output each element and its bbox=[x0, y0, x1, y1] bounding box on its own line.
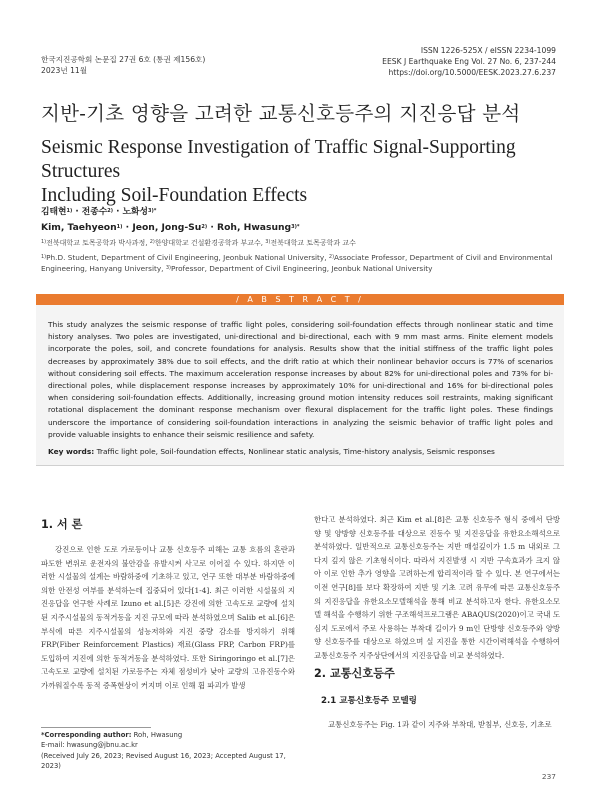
journal-name-ko: 한국지진공학회 논문집 27권 6호 (통권 제156호) bbox=[41, 55, 206, 64]
section-1-text: 강진으로 인한 도로 가로등이나 교통 신호등주 피해는 교통 흐름의 혼란과 파도한 변위로 운전자의 불안감을 유발시켜 사고로 이어질 수 있다. 하지만 이러한 시설물의 설계는 바람하중에 기초하고 있고, 연구 또한 대부분 바람하중에 의한 안전성 여부를 분석하는데 집중되어 있다[1-4]. 최근 이러한 시설물의 지진응답을 연구한 사례로 Izuno et al.[5]은 강진에 의한 고속도로 교량에 설치된 지주시설물의 동적거동을 지진 규모에 따라 분석하였으며 Salib et al.[6]은 부식에 따른 지주시설물의 성능저하와 지진 중량 감소를 방지하기 위해 FRP(Fiber Reinforcement Plastics) 재료(Glass FRP, Carbon FRP)를 도입하여 지진에 의한 동적거동을 분석하였다. 또한 Siringoringo et al.[7]은 고속도로 교량에 설치된 가로등주는 자체 점성비가 낮아 교량의 고유진동수와 가까워질수록 동적 증폭현상이 커지며 이로 인해 휨 파괴가 발생 bbox=[41, 545, 295, 690]
subsection-2-1-text: 교통신호등주는 Fig. 1과 같이 지주와 부착대, 받침부, 신호등, 기초로 bbox=[328, 720, 552, 729]
journal-header-right bbox=[382, 45, 556, 78]
section-2-heading: 2. 교통신호등주 bbox=[314, 667, 395, 680]
page-number: 237 bbox=[541, 772, 556, 781]
author-ko-2: 전종수 bbox=[81, 207, 108, 217]
corresponding-author: *Corresponding author: Roh, Hwasung bbox=[41, 731, 183, 739]
section-1-heading: 1. 서 론 bbox=[41, 518, 83, 531]
authors-english: Kim, Taehyeon$^{1)}$ · Jeon, Jong-Su$^{2)}$ · Roh, Hwasung$^{3)*}$ bbox=[41, 222, 300, 233]
title-korean: 지반-기초 영향을 고려한 교통신호등주의 지진응답 분석 bbox=[41, 102, 521, 125]
author-ko-1: 김태현 bbox=[41, 207, 67, 217]
abstract-label-bar: / A B S T R A C T / bbox=[36, 294, 564, 305]
keywords-list: Traffic light pole, Soil-foundation effects, Nonlinear static analysis, Time-history analysis, Seismic responses bbox=[96, 447, 495, 456]
journal-name-en: EESK J Earthquake Eng Vol. 27 No. 6, 237-244 bbox=[382, 57, 556, 66]
author-email[interactable]: E-mail: hwasung@jbnu.ac.kr bbox=[41, 741, 138, 750]
author-ko-3: 노화성 bbox=[122, 207, 149, 217]
right-column-text: 한다고 분석하였다. 최근 Kim et al.[8]은 교통 신호등주 형식 중에서 단방향 및 양방향 신호등주를 대상으로 진동수 및 지진응답을 유한요소해석으로 분석하였다. 일반적으로 교통신호등주는 지반 매설깊이가 1.5 m 내외로 그다지 깊지 않은 기초형식이다. 따라서 지진발생 시 지반 구속효과가 크지 않아 이로 인한 추가 영향을 고려하는게 합리적이라 할 수 있다. 본 연구에서는 이전 연구[8]를 보다 확장하여 지반 및 기초 고려 유무에 따른 교통신호등주의 지진응답을 유한요소모델해석을 통해 비교 분석하고자 한다. 유한요소모델 해석을 수행하기 위한 구조해석프로그램은 ABAQUS(2020)이고 국내 도심지 도로에서 주로 사용하는 부착대 길이가 9 m인 단방향 신호등주와 양방향 신호등주를 대상으로 하였으며 실 지진을 통한 시간이력해석을 수행하여 교통신호등주 지주상단에서의 지진응답을 비교 분석하였다. bbox=[314, 515, 560, 660]
author-en-2: Jeon, Jong-Su bbox=[132, 222, 202, 233]
footnote-divider bbox=[41, 727, 151, 728]
author-block bbox=[41, 206, 561, 274]
subsection-2-1-heading: 2.1 교통신호등주 모델링 bbox=[321, 696, 417, 706]
keywords bbox=[48, 446, 553, 457]
title-english-line1: Seismic Response Investigation of Traffic Signal-Supporting Structures bbox=[41, 137, 516, 182]
affiliations-korean: $^{1)}$전북대학교 토목공학과 박사과정, $^{2)}$한양대학교 건설환경공학과 부교수, $^{3)}$전북대학교 토목공학과 교수 bbox=[41, 239, 356, 247]
doi-link[interactable]: https://doi.org/10.5000/EESK.2023.27.6.237 bbox=[388, 68, 556, 77]
keywords-label: Key words: bbox=[48, 447, 95, 456]
footnote bbox=[41, 730, 295, 772]
title-english-line2: Including Soil-Foundation Effects bbox=[41, 185, 308, 206]
author-en-1: Kim, Taehyeon bbox=[41, 222, 117, 233]
issn: ISSN 1226-525X / eISSN 2234-1099 bbox=[420, 46, 556, 55]
journal-header-left bbox=[41, 54, 205, 76]
abstract-text: This study analyzes the seismic response of traffic light poles, considering soil-foundation effects through nonlinear static and time history analyses. Two poles are investigated, uni-directional and bi-directional, each with 9 mm mast arms. Finite element models incorporate the poles, soil, and concrete foundations for analysis. Results show that the initial stiffness of the traffic light poles decreases by approximately 38% due to soil effects, and the drift ratio at which their nonlinear behavior occurs is 77% of scenarios without considering soil effects. The maximum acceleration response increases by about 82% for uni-directional poles and 73% for bi-directional poles, while displacement response increases by approximately 10% for uni-directional and 16% for bi-directional poles when considering soil-foundation effects. Additionally, increasing ground motion intensity reduces soil restraints, making significant rotational displacement the dominant response mechanism over flexural displacement for the traffic light poles. These findings underscore the importance of considering soil-foundation interactions in analyzing the seismic behavior of traffic light poles and provide valuable insights to enhance their seismic resilience and safety. bbox=[48, 320, 553, 439]
submission-dates: (Received July 26, 2023; Revised August 16, 2023; Accepted August 17, 2023) bbox=[41, 751, 286, 771]
title-english bbox=[41, 136, 561, 208]
issue-date-ko: 2023년 11월 bbox=[41, 66, 88, 75]
affiliations-english: $^{1)}$Ph.D. Student, Department of Civil Engineering, Jeonbuk National University, $^{2)}$Associate Professor, Department of Civil and Environmental Engineering, Hanyang University, $^{3)}$Professor, Department of Civil Engineering, Jeonbuk National University bbox=[41, 253, 553, 273]
author-en-3: Roh, Hwasung bbox=[217, 222, 292, 233]
authors-korean: 김태현$^{1)}$ · 전종수$^{2)}$ · 노화성$^{3)*}$ bbox=[41, 207, 157, 217]
